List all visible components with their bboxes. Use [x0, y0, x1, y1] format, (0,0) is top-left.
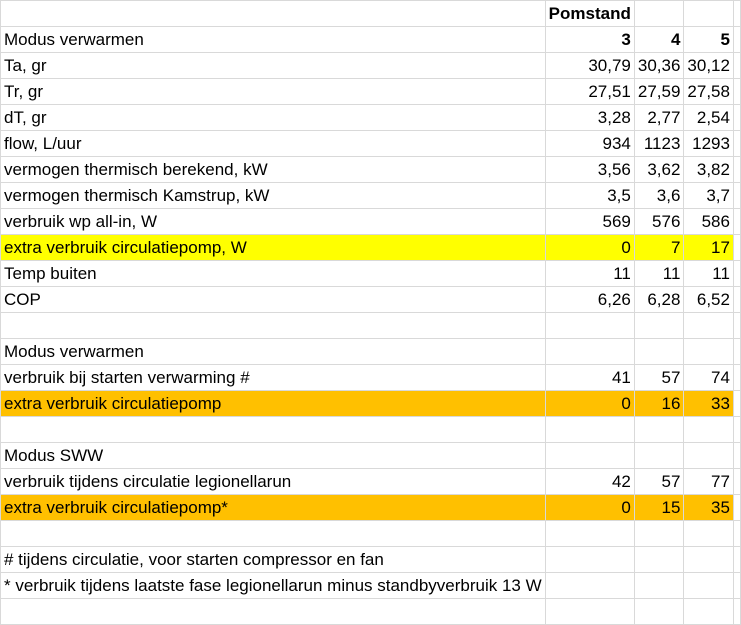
value-cell[interactable]: 1123: [634, 131, 684, 157]
value-cell[interactable]: 586: [684, 209, 734, 235]
value-cell[interactable]: 35: [684, 495, 734, 521]
cell[interactable]: [733, 599, 740, 625]
table-row: [1, 53, 741, 79]
cell[interactable]: [733, 573, 740, 599]
cell[interactable]: [733, 287, 740, 313]
row-label[interactable]: vermogen thermisch berekend, kW: [1, 157, 546, 183]
cell[interactable]: [545, 547, 634, 573]
row-label[interactable]: Modus verwarmen: [1, 27, 546, 53]
row-label[interactable]: extra verbruik circulatiepomp: [1, 391, 546, 417]
value-cell[interactable]: 11: [634, 261, 684, 287]
cell[interactable]: [634, 573, 684, 599]
cell[interactable]: [733, 235, 740, 261]
row-label[interactable]: verbruik bij starten verwarming #: [1, 365, 546, 391]
cell[interactable]: [733, 469, 740, 495]
table-row: [1, 469, 741, 495]
row-label[interactable]: Temp buiten: [1, 261, 546, 287]
cell[interactable]: [733, 1, 740, 27]
row-label[interactable]: extra verbruik circulatiepomp*: [1, 495, 546, 521]
cell[interactable]: [1, 599, 546, 625]
row-label[interactable]: verbruik tijdens circulatie legionellarun: [1, 469, 546, 495]
pomstand-header[interactable]: Pomstand: [545, 1, 634, 27]
cell[interactable]: [545, 443, 634, 469]
value-cell[interactable]: 3,5: [545, 183, 634, 209]
row-label[interactable]: Tr, gr: [1, 79, 546, 105]
cell[interactable]: [634, 339, 684, 365]
value-cell[interactable]: 3,56: [545, 157, 634, 183]
col-header-4[interactable]: 4: [634, 27, 684, 53]
table-row: [1, 287, 741, 313]
cell[interactable]: [634, 443, 684, 469]
value-cell[interactable]: 57: [634, 365, 684, 391]
value-cell[interactable]: 41: [545, 365, 634, 391]
cell[interactable]: [733, 183, 740, 209]
cell[interactable]: [733, 391, 740, 417]
col-header-5[interactable]: 5: [684, 27, 734, 53]
row-label[interactable]: verbruik wp all-in, W: [1, 209, 546, 235]
cell[interactable]: [684, 599, 734, 625]
section-title[interactable]: Modus SWW: [1, 443, 546, 469]
value-cell[interactable]: 11: [684, 261, 734, 287]
note-row: [1, 573, 741, 599]
cell[interactable]: [733, 521, 740, 547]
value-cell[interactable]: 3,7: [684, 183, 734, 209]
value-cell[interactable]: 934: [545, 131, 634, 157]
cell[interactable]: [1, 521, 546, 547]
value-cell[interactable]: 569: [545, 209, 634, 235]
cell[interactable]: [733, 443, 740, 469]
value-cell[interactable]: 6,28: [634, 287, 684, 313]
table-row-highlighted: [1, 235, 741, 261]
cell[interactable]: [545, 313, 634, 339]
table-row: [1, 131, 741, 157]
cell[interactable]: [634, 417, 684, 443]
cell[interactable]: [684, 547, 734, 573]
row-label[interactable]: dT, gr: [1, 105, 546, 131]
value-cell[interactable]: 6,26: [545, 287, 634, 313]
note-row: [1, 547, 741, 573]
row-label[interactable]: flow, L/uur: [1, 131, 546, 157]
empty-row: [1, 417, 741, 443]
value-cell[interactable]: 16: [634, 391, 684, 417]
value-cell[interactable]: 15: [634, 495, 684, 521]
cell[interactable]: [684, 339, 734, 365]
value-cell[interactable]: 74: [684, 365, 734, 391]
cell[interactable]: [733, 105, 740, 131]
table-row-highlighted: [1, 495, 741, 521]
cell[interactable]: [733, 417, 740, 443]
cell[interactable]: [733, 209, 740, 235]
cell[interactable]: [634, 599, 684, 625]
cell[interactable]: [733, 261, 740, 287]
cell[interactable]: [733, 495, 740, 521]
value-cell[interactable]: 0: [545, 235, 634, 261]
table-row: [1, 105, 741, 131]
cell[interactable]: [684, 573, 734, 599]
value-cell[interactable]: 30,36: [634, 53, 684, 79]
cell[interactable]: [545, 521, 634, 547]
cell[interactable]: [545, 599, 634, 625]
cell[interactable]: [733, 53, 740, 79]
table-row: [1, 261, 741, 287]
value-cell[interactable]: 27,58: [684, 79, 734, 105]
cell[interactable]: [684, 313, 734, 339]
value-cell[interactable]: 33: [684, 391, 734, 417]
row-label[interactable]: COP: [1, 287, 546, 313]
row-label[interactable]: Ta, gr: [1, 53, 546, 79]
cell[interactable]: [634, 313, 684, 339]
value-cell[interactable]: 11: [545, 261, 634, 287]
value-cell[interactable]: 576: [634, 209, 684, 235]
cell[interactable]: [733, 365, 740, 391]
col-header-3[interactable]: 3: [545, 27, 634, 53]
value-cell[interactable]: 2,77: [634, 105, 684, 131]
value-cell[interactable]: 0: [545, 391, 634, 417]
value-cell[interactable]: 17: [684, 235, 734, 261]
value-cell[interactable]: 42: [545, 469, 634, 495]
cell[interactable]: [1, 313, 546, 339]
empty-row: [1, 313, 741, 339]
row-label[interactable]: extra verbruik circulatiepomp, W: [1, 235, 546, 261]
value-cell[interactable]: 27,51: [545, 79, 634, 105]
value-cell[interactable]: 0: [545, 495, 634, 521]
cell[interactable]: [733, 313, 740, 339]
header-row-cols: [1, 27, 741, 53]
cell[interactable]: [733, 547, 740, 573]
table-row: [1, 157, 741, 183]
cell[interactable]: [684, 1, 734, 27]
header-row-group: [1, 1, 741, 27]
section-title-row: [1, 443, 741, 469]
value-cell[interactable]: 2,54: [684, 105, 734, 131]
cell[interactable]: [634, 521, 684, 547]
cell[interactable]: [733, 157, 740, 183]
row-label[interactable]: vermogen thermisch Kamstrup, kW: [1, 183, 546, 209]
cell[interactable]: [733, 27, 740, 53]
table-row: [1, 79, 741, 105]
value-cell[interactable]: 57: [634, 469, 684, 495]
section-title-row: [1, 339, 741, 365]
value-cell[interactable]: 3,28: [545, 105, 634, 131]
value-cell[interactable]: 27,59: [634, 79, 684, 105]
cell[interactable]: [634, 1, 684, 27]
footnote-asterisk[interactable]: * verbruik tijdens laatste fase legionellarun minus standbyverbruik 13 W: [1, 573, 546, 599]
value-cell[interactable]: 3,6: [634, 183, 684, 209]
value-cell[interactable]: 3,62: [634, 157, 684, 183]
empty-row: [1, 599, 741, 625]
empty-row: [1, 521, 741, 547]
table-row-highlighted: [1, 391, 741, 417]
cell[interactable]: [684, 417, 734, 443]
value-cell[interactable]: 30,79: [545, 53, 634, 79]
value-cell[interactable]: 6,52: [684, 287, 734, 313]
cell[interactable]: [684, 521, 734, 547]
cell[interactable]: [545, 339, 634, 365]
value-cell[interactable]: 3,82: [684, 157, 734, 183]
table-row: [1, 183, 741, 209]
cell[interactable]: [684, 443, 734, 469]
value-cell[interactable]: 7: [634, 235, 684, 261]
cell[interactable]: [545, 417, 634, 443]
section-title[interactable]: Modus verwarmen: [1, 339, 546, 365]
cell[interactable]: [1, 1, 546, 27]
footnote-hash[interactable]: # tijdens circulatie, voor starten compressor en fan: [1, 547, 546, 573]
cell[interactable]: [733, 339, 740, 365]
table-row: [1, 365, 741, 391]
cell[interactable]: [545, 573, 634, 599]
cell[interactable]: [733, 79, 740, 105]
cell[interactable]: [1, 417, 546, 443]
value-cell[interactable]: 77: [684, 469, 734, 495]
cell[interactable]: [733, 131, 740, 157]
table-row: [1, 209, 741, 235]
value-cell[interactable]: 1293: [684, 131, 734, 157]
value-cell[interactable]: 30,12: [684, 53, 734, 79]
cell[interactable]: [634, 547, 684, 573]
